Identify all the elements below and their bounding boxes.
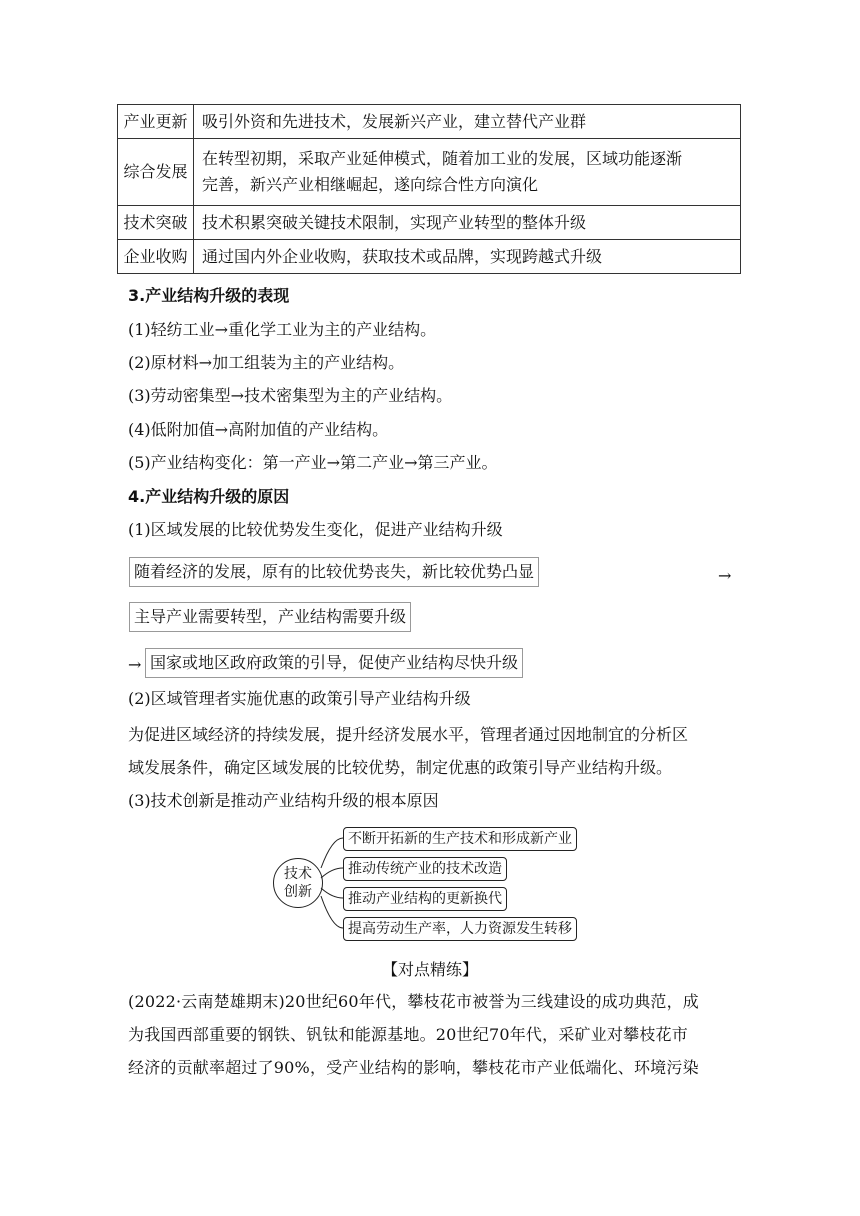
node-label: 创新 <box>284 884 312 900</box>
diagram-branch: 推动产业结构的更新换代 <box>343 887 507 911</box>
section-heading: 3.产业结构升级的表现 <box>128 286 290 305</box>
table-value: 通过国内外企业收购，获取技术或品牌，实现跨越式升级 <box>194 240 741 274</box>
tech-innovation-node <box>273 858 323 908</box>
diagram-branch: 提高劳动生产率，人力资源发生转移 <box>343 917 577 941</box>
table-key: 技术突破 <box>118 206 194 240</box>
flow-arrow: → <box>128 655 142 674</box>
paragraph-line: 经济的贡献率超过了90%，受产业结构的影响，攀枝花市产业低端化、环境污染 <box>128 1058 699 1077</box>
node-label: 技术 <box>284 866 312 882</box>
paragraph-line: 域发展条件，确定区域发展的比较优势，制定优惠的政策引导产业结构升级。 <box>128 758 673 777</box>
table-value-line: 完善，新兴产业相继崛起，遂向综合性方向演化 <box>202 175 539 194</box>
subheading: (2)区域管理者实施优惠的政策引导产业结构升级 <box>128 689 471 708</box>
flow-box: 主导产业需要转型，产业结构需要升级 <box>129 602 411 632</box>
practice-heading: 【对点精练】 <box>381 960 478 979</box>
list-item: (2)原材料→加工组装为主的产业结构。 <box>128 353 405 372</box>
paragraph-line: 为我国西部重要的钢铁、钒钛和能源基地。20世纪70年代，采矿业对攀枝花市 <box>128 1025 688 1044</box>
section-heading: 4.产业结构升级的原因 <box>128 487 290 506</box>
table-value: 技术积累突破关键技术限制，实现产业转型的整体升级 <box>194 206 741 240</box>
table-value-line: 在转型初期，采取产业延伸模式，随着加工业的发展，区域功能逐渐 <box>202 149 683 168</box>
table-key: 企业收购 <box>118 240 194 274</box>
subheading: (3)技术创新是推动产业结构升级的根本原因 <box>128 791 439 810</box>
flow-arrow: → <box>718 566 732 585</box>
list-item: (3)劳动密集型→技术密集型为主的产业结构。 <box>128 386 453 405</box>
paragraph-line: (2022·云南楚雄期末)20世纪60年代，攀枝花市被誉为三线建设的成功典范，成 <box>128 992 700 1011</box>
list-item: (5)产业结构变化：第一产业→第二产业→第三产业。 <box>128 453 498 472</box>
list-item: (1)轻纺工业→重化学工业为主的产业结构。 <box>128 320 437 339</box>
diagram-branch: 不断开拓新的生产技术和形成新产业 <box>343 827 577 851</box>
practice-paragraph <box>128 985 740 1084</box>
paragraph-line: 为促进区域经济的持续发展，提升经济发展水平，管理者通过因地制宜的分析区 <box>128 725 689 744</box>
flow-box: 国家或地区政府政策的引导，促使产业结构尽快升级 <box>145 648 523 678</box>
table-key: 产业更新 <box>118 105 194 139</box>
subheading: (1)区域发展的比较优势发生变化，促进产业结构升级 <box>128 520 503 539</box>
flow-box: 随着经济的发展，原有的比较优势丧失，新比较优势凸显 <box>129 557 539 587</box>
list-item: (4)低附加值→高附加值的产业结构。 <box>128 420 389 439</box>
table-value: 吸引外资和先进技术，发展新兴产业，建立替代产业群 <box>194 105 741 139</box>
table-key: 综合发展 <box>118 139 194 206</box>
diagram-branch: 推动传统产业的技术改造 <box>343 857 507 881</box>
